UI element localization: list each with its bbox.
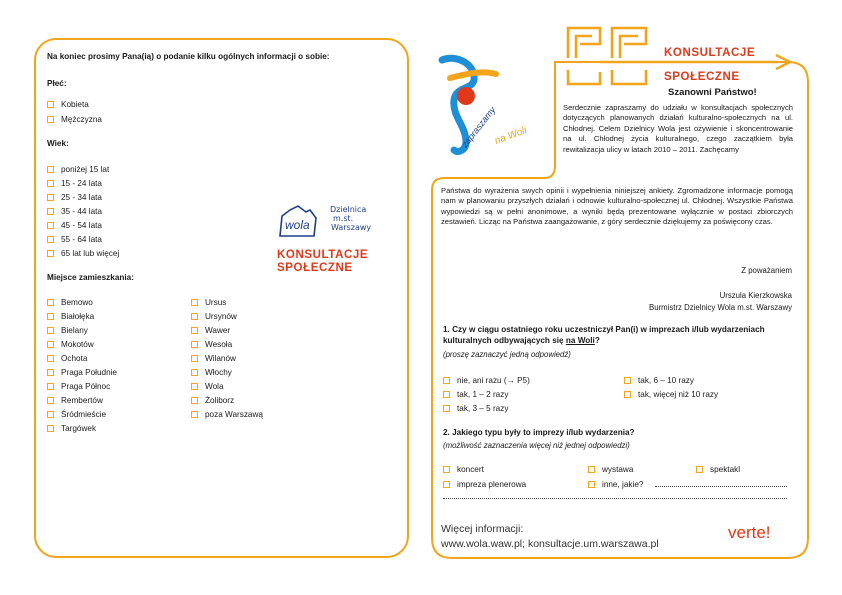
residence-option[interactable]: Bielany (47, 326, 88, 336)
residence-option[interactable]: Bemowo (47, 298, 93, 308)
checkbox[interactable] (624, 377, 631, 384)
residence-option[interactable]: Wola (191, 382, 224, 392)
age-option[interactable]: 35 - 44 lata (47, 207, 102, 217)
intro-paragraph-2: Państwa do wyrażenia swych opinii i wypełnienia niniejszej ankiety. Zgromadzone informacje pomogą nam w planowaniu przyszłych działań i odnowie kulturalno-społecznej ul. Chłodnej. Wszystkie Państwa wypowiedzi są w pełni anonimowe, a wyniki będą prezentowane wyłącznie w postaci zbiorczych zestawień. Licząc na Państwa zaangażowanie, z góry serdecznie dziękujemy za poświęcony czas. (441, 186, 793, 227)
checkbox[interactable] (443, 481, 450, 488)
zapraszamy-na-woli-logo (436, 50, 556, 160)
q2-option[interactable]: spektakl (696, 465, 740, 475)
regards-text: Z poważaniem (741, 266, 792, 275)
residence-option[interactable]: poza Warszawą (191, 410, 263, 420)
age-option[interactable]: 55 - 64 lata (47, 235, 102, 245)
question-1-hint: (proszę zaznaczyć jedną odpowiedź) (443, 350, 571, 359)
q2-option[interactable]: wystawa (588, 465, 633, 475)
consult-line1: KONSULTACJE (664, 47, 756, 59)
verte-label: verte! (728, 523, 771, 542)
more-info-label: Więcej informacji: (441, 523, 524, 535)
gender-option-male[interactable]: Mężczyzna (47, 115, 102, 125)
greeting: Szanowni Państwo! (668, 87, 757, 98)
consult-line1: KONSULTACJE (277, 249, 369, 261)
age-option[interactable]: 25 - 34 lata (47, 193, 102, 203)
residence-option[interactable]: Włochy (191, 368, 232, 378)
age-option[interactable]: poniżej 15 lat (47, 165, 109, 175)
checkbox[interactable] (624, 391, 631, 398)
logo-mark-text: wola (285, 218, 310, 232)
q2-option[interactable]: impreza plenerowa (443, 480, 526, 490)
question-2-hint: (możliwość zaznaczenia więcej niż jednej odpowiedzi) (443, 441, 630, 450)
q1-option[interactable]: tak, więcej niż 10 razy (624, 390, 718, 400)
logo-zapraszamy-text: zapraszamy (459, 104, 498, 150)
residence-option[interactable]: Wawer (191, 326, 230, 336)
checkbox[interactable] (443, 377, 450, 384)
intro-text: Na koniec prosimy Pana(ią) o podanie kilku ogólnych informacji o sobie: (47, 52, 330, 61)
residence-option[interactable]: Ursynów (191, 312, 237, 322)
q1-underlined: na Woli (565, 336, 595, 345)
q1-option[interactable]: tak, 3 – 5 razy (443, 404, 508, 414)
question-1: 1. Czy w ciągu ostatniego roku uczestniczył Pan(i) w imprezach i/lub wydarzeniach kulturalnych odbywających się na Woli? (443, 325, 765, 345)
checkbox[interactable] (443, 466, 450, 473)
residence-option[interactable]: Mokotów (47, 340, 94, 350)
gender-label: Płeć: (47, 79, 67, 88)
logo-line1: Dzielnica (330, 205, 367, 214)
residence-option[interactable]: Wilanów (191, 354, 236, 364)
checkbox[interactable] (443, 405, 450, 412)
residence-option[interactable]: Ochota (47, 354, 87, 364)
age-option[interactable]: 65 lat lub więcej (47, 249, 119, 259)
more-info-links[interactable]: www.wola.waw.pl; konsultacje.um.warszawa.pl (441, 538, 659, 550)
other-answer-line-2[interactable] (443, 498, 787, 499)
residence-option[interactable]: Praga Północ (47, 382, 110, 392)
residence-option[interactable]: Rembertów (47, 396, 103, 406)
residence-option[interactable]: Ursus (191, 298, 226, 308)
signer-name: Urszula Kierzkowska (719, 291, 792, 300)
checkbox[interactable] (443, 391, 450, 398)
checkbox[interactable] (588, 481, 595, 488)
question-2: 2. Jakiego typu były to imprezy i/lub wydarzenia? (443, 428, 635, 437)
age-option[interactable]: 45 - 54 lata (47, 221, 102, 231)
age-label: Wiek: (47, 139, 69, 148)
consultation-logo-right (664, 41, 755, 89)
logo-line2: m.st. (333, 214, 354, 223)
residence-option[interactable]: Żoliborz (191, 396, 234, 406)
residence-option[interactable]: Targówek (47, 424, 96, 434)
q1-option[interactable]: tak, 6 – 10 razy (624, 376, 694, 386)
other-answer-line[interactable] (655, 486, 787, 487)
residence-option[interactable]: Praga Południe (47, 368, 117, 378)
age-option[interactable]: 15 - 24 lata (47, 179, 102, 189)
residence-option[interactable]: Śródmieście (47, 410, 106, 420)
logo-na-woli-text: na Woli (493, 125, 529, 147)
checkbox[interactable] (696, 466, 703, 473)
logo-line3: Warszawy (331, 223, 372, 232)
signer-title: Burmistrz Dzielnicy Wola m.st. Warszawy (649, 303, 792, 312)
intro-paragraph-1: Serdecznie zapraszamy do udziału w konsultacjach społecznych dotyczących planowanych działań kulturalno-społecznych na ul. Chłodnej. Celem Dzielnicy Wola jest ożywienie i skoncentrowanie na ul. Chłodnej życia kulturalnego, czego zaczątkiem była rewitalizacja ulicy w latach 2010 – 2011. Zachęcamy (563, 103, 793, 154)
residence-label: Miejsce zamieszkania: (47, 273, 134, 282)
q1-option[interactable]: nie, ani razu (→ P5) (443, 376, 530, 386)
consult-line2: SPOŁECZNE (664, 71, 740, 83)
residence-option[interactable]: Wesoła (191, 340, 232, 350)
checkbox[interactable] (588, 466, 595, 473)
residence-option[interactable]: Białołęka (47, 312, 94, 322)
q2-option-other[interactable]: inne, jakie? (588, 480, 643, 490)
q1-option[interactable]: tak, 1 – 2 razy (443, 390, 508, 400)
consult-line2: SPOŁECZNE (277, 262, 353, 274)
gender-option-female[interactable]: Kobieta (47, 100, 89, 110)
q2-option[interactable]: koncert (443, 465, 484, 475)
